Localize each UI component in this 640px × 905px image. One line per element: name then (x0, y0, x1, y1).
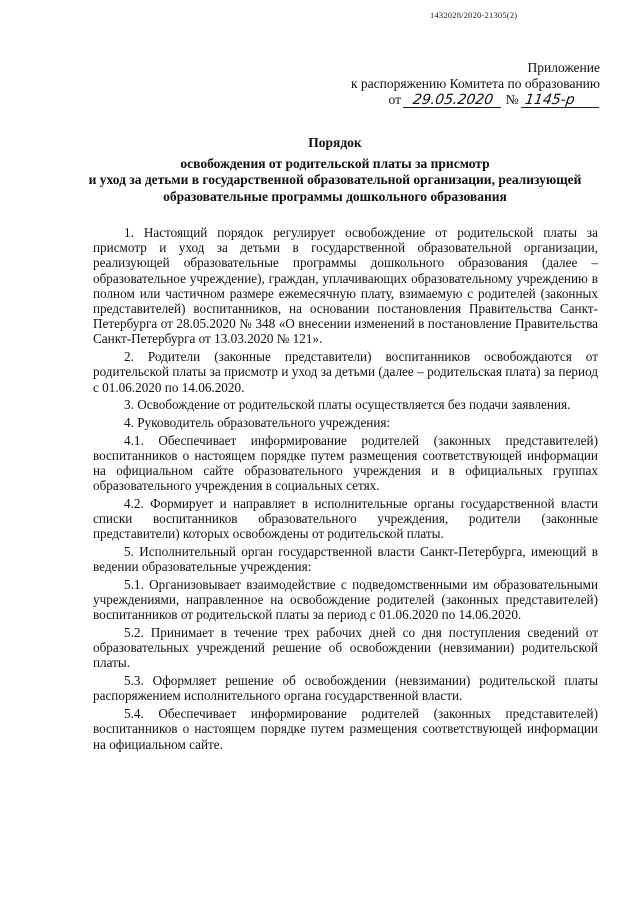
paragraph-5-1: 5.1. Организовывает взаимодействие с подведомственными им образовательными учреждениями, направленное на освобождение родителей (законных представителей) воспитанников от родительской платы за период с 01.06.2020 по 14.06.2020. (93, 576, 598, 623)
paragraph-2: 2. Родители (законные представители) воспитанников освобождаются от родительской платы за присмотр и уход за детьми (далее – родительская плата) за период с 01.06.2020 по 14.06.2020. (93, 349, 598, 395)
appendix-reference: к распоряжению Комитета по образованию (350, 76, 600, 91)
handwritten-date: 29.05.2020 (403, 93, 503, 108)
document-title (80, 135, 590, 205)
paragraph-4-2: 4.2. Формирует и направляет в исполнительные органы государственной власти списки воспитанников образовательного учреждения, родители (законные представители) которых освобождены от родительской платы. (93, 495, 598, 542)
paragraph-5-2: 5.2. Принимает в течение трех рабочих дней со дня поступления сведений от образовательных учреждений решение об освобождении (невзимании) родительской платы. (93, 625, 598, 671)
from-label: от (388, 92, 401, 107)
appendix-block (300, 60, 600, 108)
paragraph-4: 4. Руководитель образовательного учреждения: (124, 414, 391, 430)
paragraph-1: 1. Настоящий порядок регулирует освобождение от родительской платы за присмотр и уход за детьми в государственной образовательной организации, реализующей образовательные программы дошкольного образования (далее – образовательное учреждение), граждан, уплачивающих образовательному учреждению в полном или частичном размере ежемесячную плату, взимаемую с родителей (законных представителей) воспитанников, на основании постановления Правительства Санкт-Петербурга от 28.05.2020 № 348 «О внесении изменений в постановление Правительства Санкт-Петербурга от 13.03.2020 № 121». (93, 225, 598, 347)
paragraph-4-1: 4.1. Обеспечивает информирование родителей (законных представителей) воспитанников о настоящем порядке путем размещения соответствующей информации на официальном сайте образовательного учреждения и в официальных группах образовательного учреждения в социальных сетях. (93, 432, 598, 494)
paragraph-3: 3. Освобождение от родительской платы осуществляется без подачи заявления. (124, 397, 571, 413)
paragraph-5: 5. Исполнительный орган государственной власти Санкт-Петербурга, имеющий в ведении образовательные учреждения: (93, 544, 598, 575)
title-line-4: образовательные программы дошкольного образования (163, 188, 507, 204)
paragraph-5-4: 5.4. Обеспечивает информирование родителей (законных представителей) воспитанников о настоящем порядке путем размещения соответствующей информации на официальном сайте. (93, 706, 598, 752)
title-line-2: освобождения от родительской платы за присмотр (180, 155, 490, 171)
order-reference-line (300, 92, 600, 108)
appendix-label: Приложение (527, 60, 600, 75)
number-label: № (505, 92, 519, 107)
document-body (93, 225, 598, 754)
title-line-1: Порядок (308, 135, 362, 150)
document-id: 1432028/2020-21305(2) (430, 10, 518, 20)
handwritten-number: 1145-р (521, 93, 601, 108)
title-line-3: и уход за детьми в государственной образовательной организации, реализующей (88, 172, 582, 187)
paragraph-5-3: 5.3. Оформляет решение об освобождении (невзимании) родительской платы распоряжением исполнительного органа государственной власти. (93, 673, 598, 704)
